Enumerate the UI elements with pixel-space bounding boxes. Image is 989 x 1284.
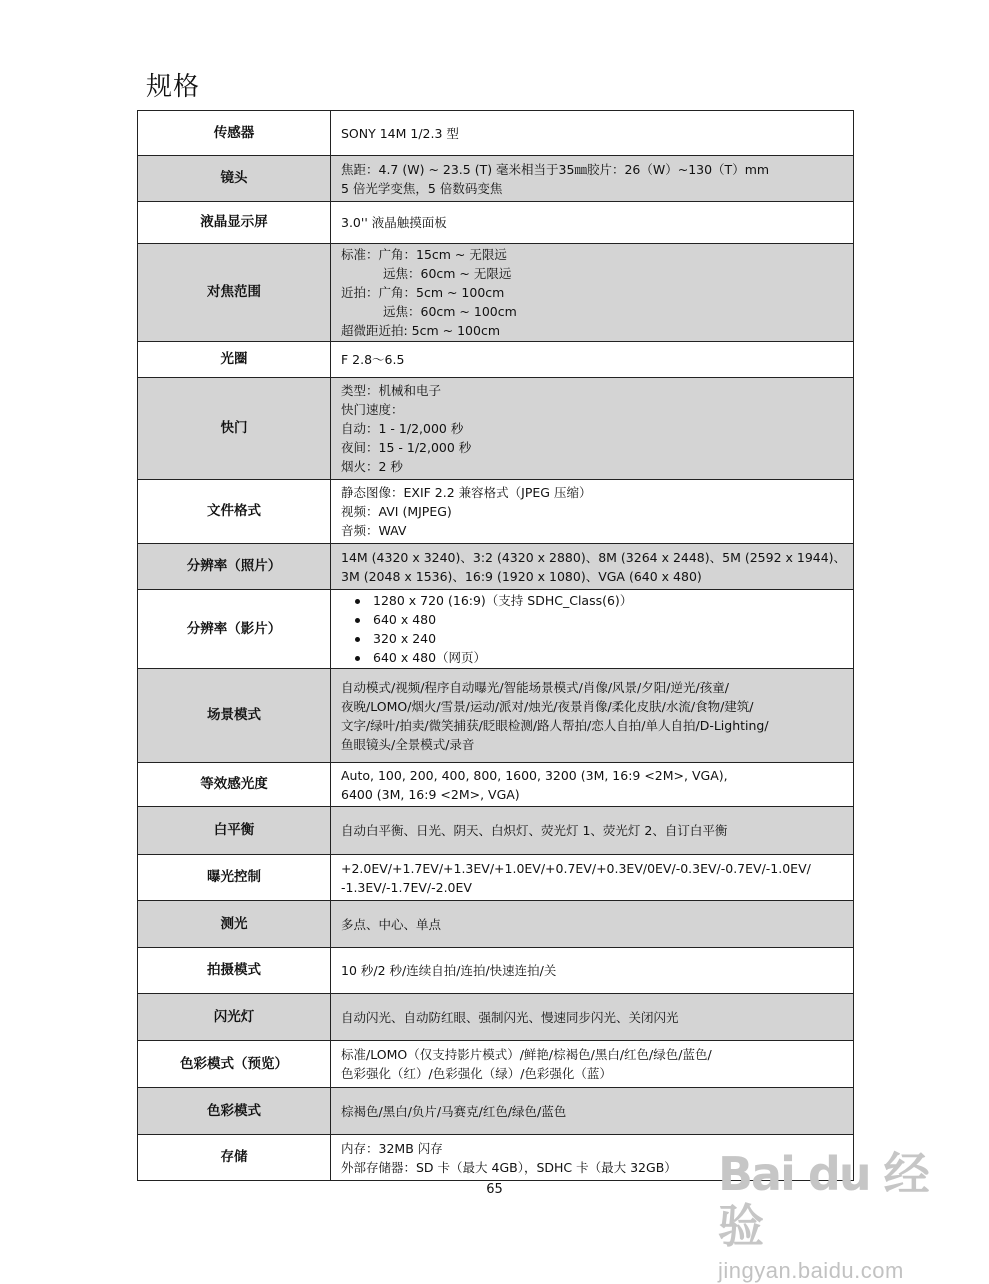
spec-row-lens: [138, 156, 854, 202]
spec-line: 鱼眼镜头/全景模式/录音: [341, 736, 475, 752]
spec-label: 白平衡: [138, 807, 331, 855]
spec-label: 光圈: [138, 342, 331, 378]
spec-row-resolution-photo: [138, 544, 854, 590]
spec-label: 分辨率（影片）: [138, 590, 331, 669]
spec-line: 自动闪光、自动防红眼、强制闪光、慢速同步闪光、关闭闪光: [341, 1009, 679, 1025]
spec-row-sensor: [138, 111, 854, 156]
spec-line: 外部存储器：SD 卡（最大 4GB），SDHC 卡（最大 32GB）: [341, 1159, 677, 1175]
spec-row-storage: [138, 1135, 854, 1181]
spec-line: 远焦：60cm ~ 无限远: [383, 266, 512, 281]
spec-value: [331, 1135, 854, 1181]
spec-label: 传感器: [138, 111, 331, 156]
spec-line: -1.3EV/-1.7EV/-2.0EV: [341, 879, 472, 895]
spec-row-lcd: [138, 202, 854, 244]
spec-row-metering: [138, 901, 854, 948]
spec-label: 对焦范围: [138, 244, 331, 342]
spec-value: [331, 1041, 854, 1088]
spec-value: [331, 763, 854, 807]
spec-line: 焦距：4.7 (W) ~ 23.5 (T) 毫米相当于35㎜胶片：26（W）~130（T）mm: [341, 161, 770, 177]
spec-label: 色彩模式（预览）: [138, 1041, 331, 1088]
spec-label: 曝光控制: [138, 855, 331, 901]
spec-value: [331, 378, 854, 480]
list-item: 640 x 480（网页）: [355, 648, 845, 667]
spec-line: 类型：机械和电子: [341, 383, 442, 398]
spec-row-color-mode: [138, 1088, 854, 1135]
spec-line: 远焦：60cm ~ 100cm: [383, 304, 517, 319]
page-title: 规格: [146, 72, 201, 102]
list-item: 320 x 240: [355, 629, 845, 648]
movie-resolution-list: [341, 591, 845, 667]
spec-row-shutter: [138, 378, 854, 480]
spec-label: 等效感光度: [138, 763, 331, 807]
spec-label: 场景模式: [138, 669, 331, 763]
spec-label: 色彩模式: [138, 1088, 331, 1135]
spec-line: 14M (4320 x 3240)、3:2 (4320 x 2880)、8M (3264 x 2448)、5M (2592 x 1944)、: [341, 549, 847, 565]
spec-row-scene-mode: [138, 669, 854, 763]
spec-line: 音频：WAV: [341, 523, 407, 538]
spec-line: SONY 14M 1/2.3 型: [341, 125, 459, 141]
spec-line: 3M (2048 x 1536)、16:9 (1920 x 1080)、VGA (640 x 480): [341, 568, 702, 584]
spec-value: [331, 901, 854, 948]
list-item: 640 x 480: [355, 610, 845, 629]
spec-label: 分辨率（照片）: [138, 544, 331, 590]
spec-row-iso: [138, 763, 854, 807]
spec-value: [331, 544, 854, 590]
spec-value: [331, 1088, 854, 1135]
spec-label: 文件格式: [138, 480, 331, 544]
spec-value: [331, 948, 854, 994]
spec-table: [137, 110, 854, 1181]
spec-label: 快门: [138, 378, 331, 480]
spec-row-shooting-mode: [138, 948, 854, 994]
spec-row-exposure: [138, 855, 854, 901]
spec-row-file-format: [138, 480, 854, 544]
spec-label: 闪光灯: [138, 994, 331, 1041]
spec-line: 标准：广角：15cm ~ 无限远: [341, 247, 507, 262]
spec-value: [331, 994, 854, 1041]
spec-value: [331, 590, 854, 669]
spec-line: 文字/绿叶/拍卖/微笑捕获/眨眼检测/路人帮拍/恋人自拍/单人自拍/D-Lighting/: [341, 717, 769, 733]
watermark-url: jingyan.baidu.com: [718, 1258, 904, 1283]
list-item: 1280 x 720 (16:9)（支持 SDHC_Class(6)）: [355, 591, 845, 610]
spec-line: 夜间：15 - 1/2,000 秒: [341, 440, 472, 455]
spec-line: 棕褐色/黑白/负片/马赛克/红色/绿色/蓝色: [341, 1103, 567, 1119]
spec-line: +2.0EV/+1.7EV/+1.3EV/+1.0EV/+0.7EV/+0.3EV/0EV/-0.3EV/-0.7EV/-1.0EV/: [341, 860, 811, 876]
spec-value: [331, 855, 854, 901]
spec-line: 自动白平衡、日光、阴天、白炽灯、荧光灯 1、荧光灯 2、自订白平衡: [341, 823, 728, 838]
spec-line: 夜晚/LOMO/烟火/雪景/运动/派对/烛光/夜景肖像/柔化皮肤/水流/食物/建筑/: [341, 698, 754, 714]
spec-value: [331, 669, 854, 763]
spec-line: 多点、中心、单点: [341, 916, 442, 932]
spec-row-color-mode-preview: [138, 1041, 854, 1088]
spec-line: Auto, 100, 200, 400, 800, 1600, 3200 (3M, 16:9 <2M>, VGA),: [341, 767, 728, 783]
baidu-logo: Bai du 经验: [718, 1147, 928, 1253]
spec-line: 静态图像：EXIF 2.2 兼容格式（JPEG 压缩）: [341, 485, 592, 500]
spec-value: [331, 480, 854, 544]
spec-label: 存储: [138, 1135, 331, 1181]
spec-value: [331, 807, 854, 855]
spec-row-white-balance: [138, 807, 854, 855]
spec-label: 镜头: [138, 156, 331, 202]
spec-line: 5 倍光学变焦，5 倍数码变焦: [341, 180, 503, 196]
spec-label: 拍摄模式: [138, 948, 331, 994]
spec-value: [331, 342, 854, 378]
spec-line: 近拍：广角：5cm ~ 100cm: [341, 285, 505, 300]
page-number: 65: [486, 1182, 503, 1197]
spec-line: F 2.8～6.5: [341, 352, 405, 367]
spec-label: 液晶显示屏: [138, 202, 331, 244]
spec-row-aperture: [138, 342, 854, 378]
spec-line: 超微距近拍: 5cm ~ 100cm: [341, 323, 501, 338]
spec-line: 6400 (3M, 16:9 <2M>, VGA): [341, 786, 520, 802]
spec-line: 色彩强化（红）/色彩强化（绿）/色彩强化（蓝）: [341, 1066, 612, 1081]
spec-value: [331, 202, 854, 244]
spec-line: 快门速度：: [341, 402, 404, 417]
spec-row-focus-range: [138, 244, 854, 342]
spec-value: [331, 156, 854, 202]
spec-row-flash: [138, 994, 854, 1041]
spec-value: [331, 244, 854, 342]
spec-line: 3.0'' 液晶触摸面板: [341, 215, 447, 230]
spec-line: 视频：AVI (MJPEG): [341, 504, 452, 519]
spec-line: 自动模式/视频/程序自动曝光/智能场景模式/肖像/风景/夕阳/逆光/孩童/: [341, 679, 729, 695]
spec-line: 内存：32MB 闪存: [341, 1140, 443, 1156]
spec-line: 标准/LOMO（仅支持影片模式）/鲜艳/棕褐色/黑白/红色/绿色/蓝色/: [341, 1047, 712, 1062]
spec-row-resolution-movie: [138, 590, 854, 669]
spec-value: [331, 111, 854, 156]
spec-line: 10 秒/2 秒/连续自拍/连拍/快速连拍/关: [341, 963, 557, 978]
spec-label: 测光: [138, 901, 331, 948]
spec-line: 自动：1 - 1/2,000 秒: [341, 421, 464, 436]
spec-line: 烟火：2 秒: [341, 459, 403, 474]
